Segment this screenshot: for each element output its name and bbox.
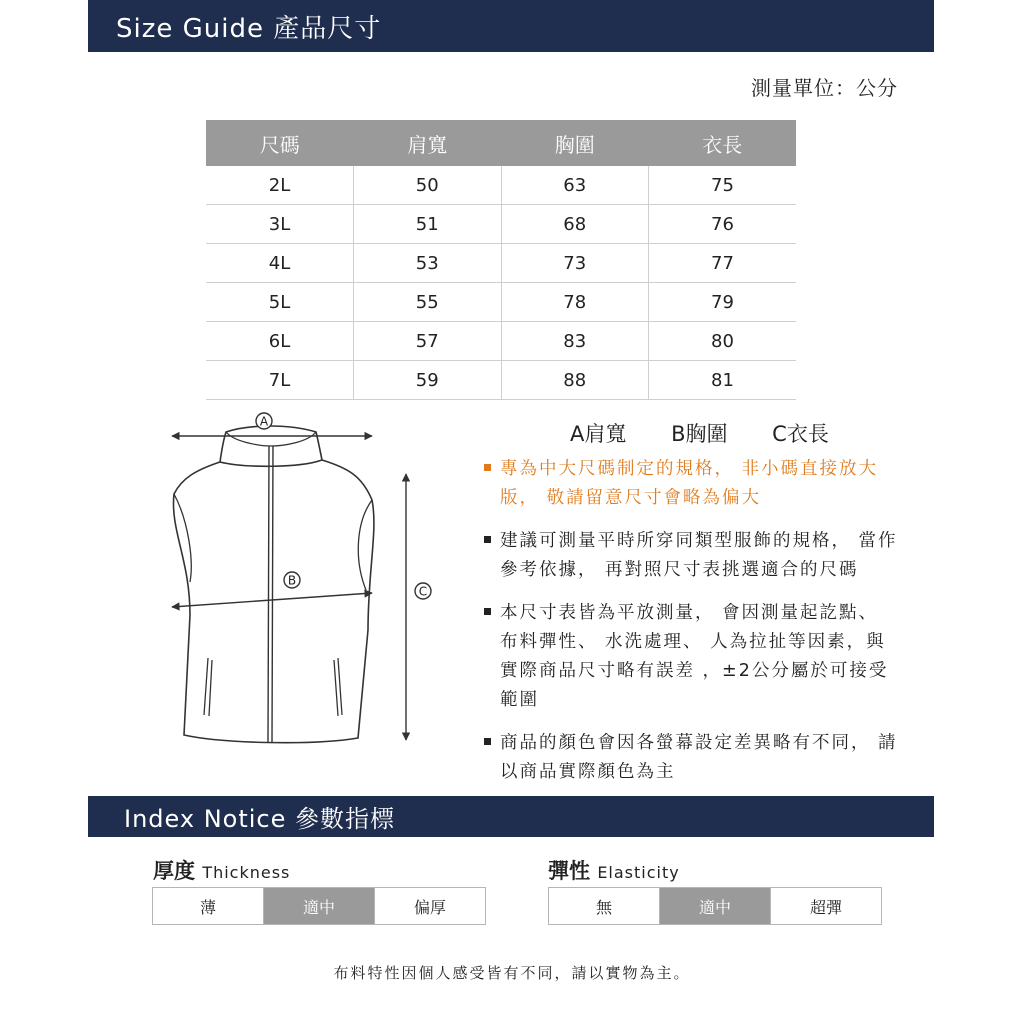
marker-b-label: B	[287, 573, 297, 588]
vest-diagram	[160, 410, 450, 770]
size-notes	[484, 455, 904, 801]
size-table-header	[206, 120, 796, 166]
shoulder-cell: 55	[354, 283, 502, 322]
table-row	[206, 283, 796, 322]
size-cell: 2L	[206, 166, 354, 205]
shoulder-cell: 57	[354, 322, 502, 361]
thickness-option-selected: 適中	[263, 888, 374, 924]
length-cell: 75	[649, 166, 797, 205]
column-header: 肩寬	[354, 120, 502, 166]
note-text: 建議可測量平時所穿同類型服飾的規格， 當作參考依據， 再對照尺寸表挑選適合的尺碼	[500, 531, 898, 580]
thickness-title	[153, 855, 290, 885]
size-cell: 6L	[206, 322, 354, 361]
note-item	[484, 527, 904, 585]
thickness-option: 偏厚	[374, 888, 485, 924]
size-guide-title: Size Guide 產品尺寸	[116, 13, 382, 44]
bullet-icon	[484, 536, 491, 543]
elasticity-option-selected: 適中	[659, 888, 770, 924]
measurement-unit: 測量單位：公分	[751, 76, 898, 100]
length-cell: 79	[649, 283, 797, 322]
footnote: 布料特性因個人感受皆有不同，請以實物為主。	[333, 964, 691, 982]
vest-outline	[173, 450, 373, 743]
chest-cell: 68	[501, 205, 649, 244]
marker-c-label: C	[418, 584, 428, 599]
marker-a-label: A	[259, 414, 269, 429]
table-row	[206, 166, 796, 205]
size-cell: 5L	[206, 283, 354, 322]
size-cell: 7L	[206, 361, 354, 400]
note-text: 專為中大尺碼制定的規格， 非小碼直接放大版， 敬請留意尺寸會略為偏大	[500, 459, 879, 508]
note-item	[484, 599, 904, 715]
column-header: 尺碼	[206, 120, 354, 166]
legend-length: C衣長	[772, 422, 829, 446]
column-header: 胸圍	[501, 120, 649, 166]
thickness-label-en: Thickness	[202, 863, 291, 882]
legend-shoulder: A肩寬	[570, 422, 627, 446]
chest-cell: 88	[501, 361, 649, 400]
table-row	[206, 322, 796, 361]
elasticity-label-en: Elasticity	[597, 863, 680, 882]
table-row	[206, 361, 796, 400]
elasticity-title	[548, 855, 680, 885]
index-notice-title: Index Notice 參數指標	[124, 805, 396, 833]
legend-chest: B胸圍	[671, 422, 728, 446]
bullet-icon	[484, 464, 491, 471]
length-cell: 77	[649, 244, 797, 283]
chest-cell: 83	[501, 322, 649, 361]
thickness-option: 薄	[199, 897, 216, 917]
shoulder-cell: 53	[354, 244, 502, 283]
chest-cell: 63	[501, 166, 649, 205]
elasticity-option: 無	[595, 897, 612, 917]
size-cell: 4L	[206, 244, 354, 283]
table-row	[206, 205, 796, 244]
bullet-icon	[484, 608, 491, 615]
column-header: 衣長	[649, 120, 797, 166]
elasticity-label: 彈性	[548, 859, 590, 883]
elasticity-option: 超彈	[770, 888, 881, 924]
length-cell: 80	[649, 322, 797, 361]
note-text: 商品的顏色會因各螢幕設定差異略有不同， 請以商品實際顏色為主	[500, 733, 898, 782]
note-item	[484, 729, 904, 787]
shoulder-cell: 50	[354, 166, 502, 205]
thickness-label: 厚度	[153, 859, 195, 883]
size-table	[206, 120, 796, 400]
bullet-icon	[484, 738, 491, 745]
length-cell: 76	[649, 205, 797, 244]
size-guide-header	[88, 0, 934, 52]
measurement-legend	[570, 418, 867, 448]
index-notice-header	[88, 796, 934, 837]
shoulder-cell: 59	[354, 361, 502, 400]
shoulder-cell: 51	[354, 205, 502, 244]
note-text: 本尺寸表皆為平放測量， 會因測量起訖點、 布料彈性、 水洗處理、 人為拉扯等因素，與實際商品尺寸略有誤差 ，±2公分屬於可接受範圍	[500, 603, 889, 710]
chest-cell: 73	[501, 244, 649, 283]
table-row	[206, 244, 796, 283]
elasticity-scale	[548, 887, 882, 925]
thickness-scale	[152, 887, 486, 925]
size-cell: 3L	[206, 205, 354, 244]
length-cell: 81	[649, 361, 797, 400]
chest-cell: 78	[501, 283, 649, 322]
note-item	[484, 455, 904, 513]
